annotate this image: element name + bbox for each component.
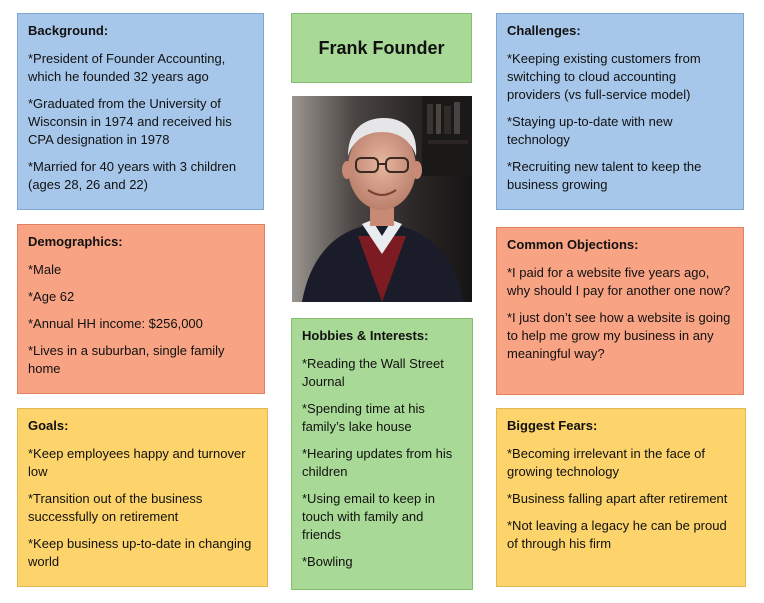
demographics-card — [17, 224, 265, 394]
list-item: *Reading the Wall Street Journal — [302, 356, 444, 389]
list-item: *Transition out of the business successfully on retirement — [28, 491, 203, 524]
list-item: *Keep business up-to-date in changing world — [28, 536, 252, 569]
list-item: *Keep employees happy and turnover low — [28, 446, 246, 479]
list-item: *Lives in a suburban, single family home — [28, 343, 225, 376]
list-item: *Using email to keep in touch with family and friends — [302, 491, 435, 542]
persona-name: Frank Founder — [291, 13, 472, 83]
hobbies-title: Hobbies & Interests: — [302, 328, 429, 343]
list-item: *Not leaving a legacy he can be proud of through his firm — [507, 518, 727, 551]
objections-card — [496, 227, 744, 395]
list-item: *Annual HH income: $256,000 — [28, 316, 203, 331]
list-item: *Business falling apart after retirement — [507, 491, 728, 506]
challenges-title: Challenges: — [507, 23, 581, 38]
list-item: *Bowling — [302, 554, 353, 569]
list-item: *President of Founder Accounting, which he founded 32 years ago — [28, 51, 226, 84]
fears-title: Biggest Fears: — [507, 418, 598, 433]
list-item: *Male — [28, 262, 62, 277]
background-card — [17, 13, 264, 210]
list-item: *I paid for a website five years ago, why should I pay for another one now? — [507, 265, 731, 298]
list-item: *Recruiting new talent to keep the business growing — [507, 159, 702, 192]
demographics-title: Demographics: — [28, 234, 123, 249]
list-item: *Spending time at his family’s lake house — [302, 401, 425, 434]
list-item: *Graduated from the University of Wisconsin in 1974 and received his CPA designation in 1978 — [28, 96, 232, 147]
fears-card — [496, 408, 746, 587]
list-item: *I just don’t see how a website is going to help me grow my business in any meaningful way? — [507, 310, 731, 361]
background-title: Background: — [28, 23, 109, 38]
list-item: *Married for 40 years with 3 children (ages 28, 26 and 22) — [28, 159, 237, 192]
list-item: *Keeping existing customers from switching to cloud accounting providers (vs full-service model) — [507, 51, 701, 102]
list-item: *Hearing updates from his children — [302, 446, 453, 479]
objections-title: Common Objections: — [507, 237, 639, 252]
list-item: *Becoming irrelevant in the face of growing technology — [507, 446, 705, 479]
portrait-photo — [292, 96, 472, 302]
portrait-illustration — [292, 96, 472, 302]
goals-title: Goals: — [28, 418, 69, 433]
list-item: *Age 62 — [28, 289, 75, 304]
goals-card — [17, 408, 268, 587]
challenges-card — [496, 13, 744, 210]
hobbies-card — [291, 318, 473, 590]
list-item: *Staying up-to-date with new technology — [507, 114, 673, 147]
